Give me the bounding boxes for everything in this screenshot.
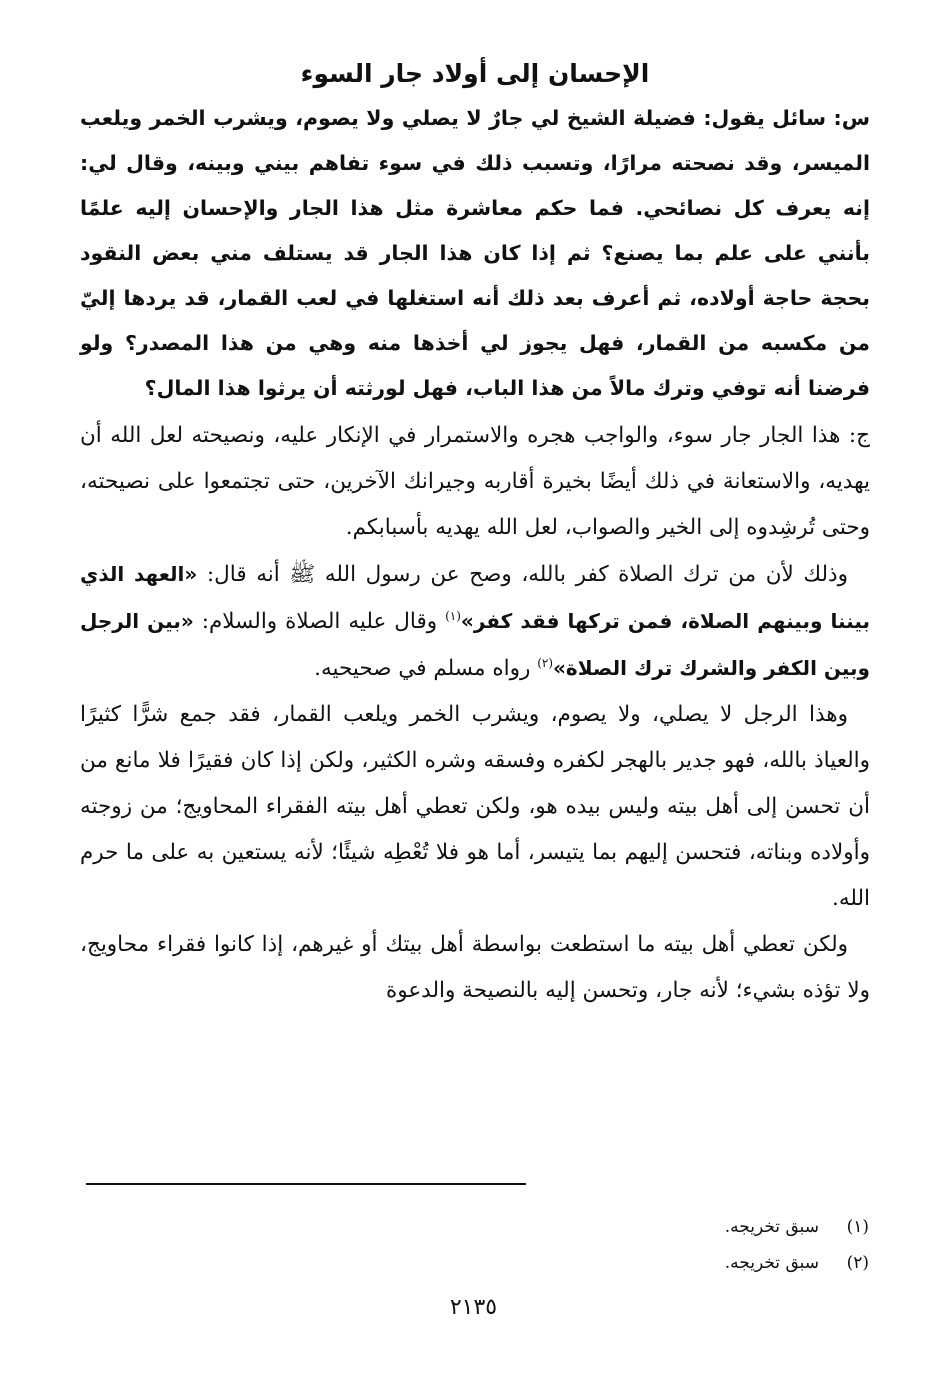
answer-text-2c: رواه مسلم في صحيحيه. [314,656,531,681]
answer-paragraph-3 [80,692,870,922]
footnote-number: (٢) [846,1253,869,1273]
answer-text-1: ج: هذا الجار جار سوء، والواجب هجره والاستمرار في الإنكار عليه، ونصيحته لعل الله أن يهديه، والاستعانة في ذلك أيضًا بخيرة أقاربه وجيرانك الآخرين، حتى تجتمعوا على نصيحته، وحتى تُرشِدوه إلى الخير والصواب، لعل الله يهديه بأسبابكم. [80,423,870,540]
answer-paragraph-1 [80,413,870,551]
footnote-ref-2: (٢) [537,655,554,670]
answer-text-2a: وذلك لأن من ترك الصلاة كفر بالله، وصح عن رسول الله ﷺ أنه قال: [206,562,848,587]
question-paragraph: س: سائل يقول: فضيلة الشيخ لي جارٌ لا يصلي ولا يصوم، ويشرب الخمر ويلعب الميسر، وقد نصحته مرارًا، وتسبب ذلك في سوء تفاهم بيني وبينه، وقال لي: إنه يعرف كل نصائحي. فما حكم معاشرة مثل هذا الجار والإحسان إليه علمًا بأنني على علم بما يصنع؟ ثم إذا كان هذا الجار قد يستلف مني بعض النقود بحجة حاجة أولاده، ثم أعرف بعد ذلك أنه استغلها في لعب القمار، قد يردها إليّ من مكسبه من القمار، فهل يجوز لي أخذها منه وهي من هذا المصدر؟ ولو فرضنا أنه توفي وترك مالاً من هذا الباب، فهل لورثته أن يرثوا هذا المال؟ [80,106,870,400]
answer-paragraph-2 [80,551,870,692]
page-number: ٢١٣٥ [449,1295,498,1320]
footnote-number: (١) [846,1217,869,1237]
answer-text-3: وهذا الرجل لا يصلي، ولا يصوم، ويشرب الخمر ويلعب القمار، فقد جمع شرًّا كثيرًا والعياذ بالله، فهو جدير بالهجر لكفره وفسقه وشره الكثير، ولكن إذا كان فقيرًا فلا مانع من أن تحسن إلى أهل بيته وليس بيده هو، ولكن تعطي أهل بيته الفقراء المحاويج؛ من زوجته وأولاده وبناته، فتحسن إليهم بما يتيسر، أما هو فلا تُعْطِه شيئًا؛ لأنه يستعين به على ما حرم الله. [80,702,870,911]
page-body [80,40,870,1014]
footnote-text: سبق تخريجه. [724,1217,819,1237]
answer-paragraph-4 [80,922,870,1014]
footnote-text: سبق تخريجه. [724,1253,819,1273]
hadith-quote-2: «بين الرجل وبين الكفر والشرك ترك الصلاة» [80,609,870,680]
page-title: الإحسان إلى أولاد جار السوء [300,59,650,88]
footnote-ref-1: (١) [445,608,461,623]
footnote-2 [725,1252,869,1274]
footnote-divider [86,1183,526,1185]
hadith-quote-1: «العهد الذي بيننا وبينهم الصلاة، فمن تركها فقد كفر» [80,562,870,633]
answer-text-4: ولكن تعطي أهل بيته ما استطعت بواسطة أهل بيتك أو غيرهم، إذا كانوا فقراء محاويج، ولا تؤذه بشيء؛ لأنه جار، وتحسن إليه بالنصيحة والدعوة [80,932,870,1003]
footnote-1 [725,1216,869,1238]
answer-text-2b: وقال عليه الصلاة والسلام: [201,609,438,634]
